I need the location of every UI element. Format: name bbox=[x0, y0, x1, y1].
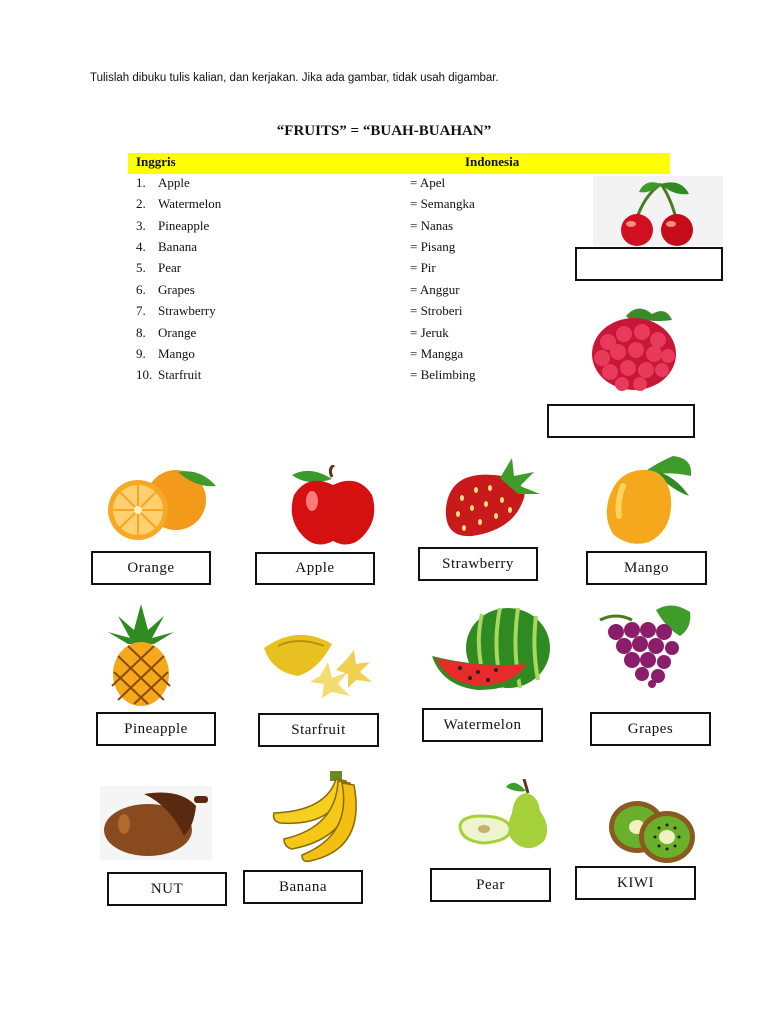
starfruit-label-box[interactable]: Starfruit bbox=[258, 713, 379, 747]
orange-label-box[interactable]: Orange bbox=[91, 551, 211, 585]
orange-icon bbox=[104, 468, 220, 540]
vocab-row: 8. Orange = Jeruk bbox=[136, 325, 449, 340]
instruction-text: Tulislah dibuku tulis kalian, dan kerjakan. Jika ada gambar, tidak usah digambar. bbox=[90, 72, 499, 84]
apple-icon bbox=[288, 465, 378, 547]
vocab-row: 6. Grapes = Anggur bbox=[136, 282, 460, 297]
vocab-header bbox=[128, 153, 670, 174]
apple-label-box[interactable]: Apple bbox=[255, 552, 375, 585]
vocab-row: 5. Pear = Pir bbox=[136, 260, 436, 275]
vocab-row: 3. Pineapple = Nanas bbox=[136, 218, 454, 233]
pineapple-icon bbox=[104, 604, 178, 706]
mango-icon bbox=[603, 456, 695, 548]
vocab-row: 10. Starfruit = Belimbing bbox=[136, 367, 476, 382]
watermelon-icon bbox=[430, 606, 554, 692]
nut-label-box[interactable]: NUT bbox=[107, 872, 227, 906]
strawberry-icon bbox=[442, 458, 542, 540]
pear-icon bbox=[454, 779, 550, 855]
pineapple-label-box[interactable]: Pineapple bbox=[96, 712, 216, 746]
strawberry-label-box[interactable]: Strawberry bbox=[418, 547, 538, 581]
nut-icon bbox=[100, 786, 212, 860]
raspberry-answer-box[interactable] bbox=[547, 404, 695, 438]
vocab-row: 7. Strawberry = Stroberi bbox=[136, 303, 463, 318]
banana-icon bbox=[266, 771, 366, 863]
vocab-row: 4. Banana = Pisang bbox=[136, 239, 456, 254]
raspberry-icon bbox=[586, 302, 690, 394]
cherry-icon bbox=[593, 176, 723, 246]
kiwi-label-box[interactable]: KIWI bbox=[575, 866, 696, 900]
page-title: “FRUITS” = “BUAH-BUAHAN” bbox=[276, 123, 492, 139]
starfruit-icon bbox=[258, 626, 378, 698]
vocab-row: 9. Mango = Mangga bbox=[136, 346, 464, 361]
header-english: Inggris bbox=[136, 154, 176, 169]
grapes-icon bbox=[596, 604, 696, 688]
header-indonesia: Indonesia bbox=[465, 154, 520, 169]
grapes-label-box[interactable]: Grapes bbox=[590, 712, 711, 746]
vocab-row: 1. Apple = Apel bbox=[136, 175, 446, 190]
kiwi-icon bbox=[607, 797, 697, 865]
watermelon-label-box[interactable]: Watermelon bbox=[422, 708, 543, 742]
cherry-answer-box[interactable] bbox=[575, 247, 723, 281]
mango-label-box[interactable]: Mango bbox=[586, 551, 707, 585]
vocab-row: 2. Watermelon = Semangka bbox=[136, 196, 475, 211]
pear-label-box[interactable]: Pear bbox=[430, 868, 551, 902]
banana-label-box[interactable]: Banana bbox=[243, 870, 363, 904]
